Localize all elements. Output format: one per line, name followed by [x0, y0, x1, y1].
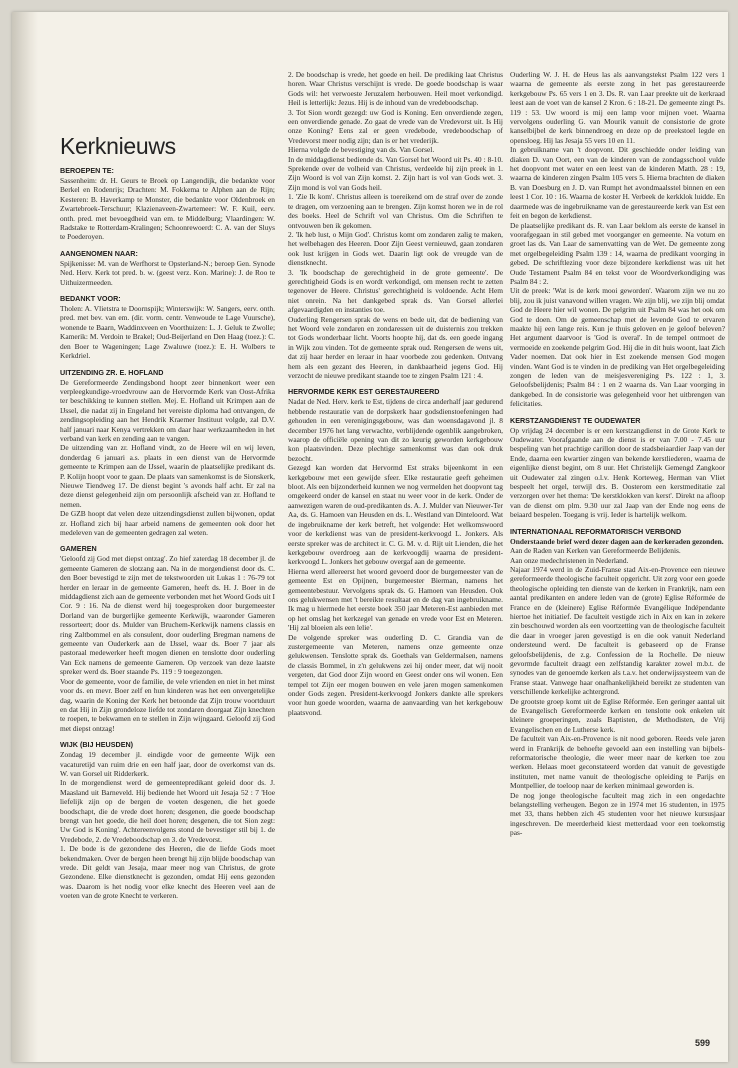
- section-paragraph: In de middagdienst bediende ds. Van Gorsel het Woord uit Ps. 40 : 8-10. Sprekende over de volheid van Christus, verdeelde hij zijn preek in 1. Zijn Woord is vol van Zijn komst. 2. Zijn hart is vol van Gods wet. 3. Zijn mond is vol van Gods heil.: [288, 154, 503, 192]
- section-paragraph: Hierna werd allereerst het woord gevoerd door de burgemeester van de gemeente Est en Opijnen, burgemeester Bierman, namens het gemeentebestuur. Vervolgens sprak ds. G. Hamoen van Heusden. Ook ons gelukwensen met 't bereikte resultaat en de dag van ingebruikname. Ik mag u hiermede het eerste boek 350 jaar Meteren-Est aanbieden met op het omslag het kerkzegel van genade en vrede voor Est en Meteren. 'Hij zal bloeien als een lelie'.: [288, 566, 503, 633]
- section-paragraph: Op vrijdag 24 december is er een kerstzangdienst in de Grote Kerk te Oudewater. Voorafgaande aan de dienst is er van 7.00 - 7.45 uur bespeling van het prachtige carillon door de stadsbeiaardier Jaap van der Ende, daarna een kwartier zingen van bekende kerstliederen, waarna de eigenlijke dienst begint, om 8 uur. Het Christelijk Gemengd Zangkoor uit Oudewater zal zingen o.l.v. Henk Korteweg, Herman van Vliet bespeelt het orgel, terwijl drs. B. Oosterom een kerstmeditatie zal verzorgen over het thema: 'De kerstklokken van kerst'. Direkt na afloop van de dienst om plm. 9.30 uur zal Jaap van der Ende nog eens de beiaard bespelen. Toegang is vrij. Ieder is hartelijk welkom.: [510, 425, 725, 520]
- page-number: 599: [694, 1038, 710, 1048]
- section-paragraph: Sassenheim: dr. H. Geurs te Broek op Langendijk, die bedankte voor Berkel en Rodenrijs; Drachten: M. Fokkema te Alphen aan de Rijn; Kesteren: B. Haverkamp te Monster, die bedankte voor Oldenbroek en Zwartebroek-Terschuur; Klazienaveen-Zwartemeer: W. F. Kuil, eerv. onth. pred. met bevoegdheid van em. te Middelburg; Vlaardingen: W. Radstake te Rotterdam-Kralingen; Schoonrewoerd: C. A. van der Sluys te Poederoyen.: [60, 176, 275, 242]
- section-heading-aangenomen: AANGENOMEN NAAR:: [60, 248, 138, 258]
- section-paragraph: 1. 'Zie Ik kom'. Christus alleen is toereikend om de straf over de zonde te dragen, om verzoening aan te brengen. Zijn komst horen we in de rol des boeks. Heel de Schrift vol van Christus. Om die Schriften te ontvouwen ben ik gekomen.: [288, 192, 503, 230]
- section-paragraph: De nog jonge theologische faculteit mag zich in een ongedachte belangstelling verheugen. Begon ze in 1974 met 16 studenten, in 1975 met 33, thans hebben zich 45 studenten voor het nieuwe kursusjaar ingeschreven. De meerderheid kiest metterdaad voor een toekomstig pas-: [510, 790, 725, 838]
- section-paragraph: In gebruikname van 't doopvont. Dit geschiedde onder leiding van diaken D. van Oort, een van de kinderen van de zondagsschool vulde het doopvont met water en een leest van de kinderen Matth. 28 : 19, waarna de kinderen zingen Psalm 105 vers 5. Hierna brachten de diaken B. van Doesburg en J. D. van Rumpt het avondmaalsstel binnen en een leest 1 Cor. 10 : 16. Waarna de koster H. Verbeek de kerkklok luidde. En daarmede was de ingebruikname van de gerestaureerde kerk van Est een feit en begon de kerkdienst.: [510, 145, 725, 221]
- section-paragraph: 3. Tot Sion wordt gezegd: uw God is Koning. Een onverdiende zegen, een onverdiende genade. Zo gaat de vrede van de Vredevorst uit. Is Hij onze Koning? Eens zal er geen vredebode, vredeboodschap of Vredevorst meer nodig zijn; dan is er het vrederijk.: [288, 107, 503, 145]
- section-paragraph: 2. 'Ik heb lust, o Mijn God'. Christus komt om zondaren zalig te maken, het welbehagen des Heeren. Door Zijn Geest vernieuwd, gaan zondaren ook lust krijgen in Gods wet. Daarin ligt ook de vreugde van de dienstknecht.: [288, 229, 503, 268]
- section-heading-oudewater: KERSTZANGDIENST TE OUDEWATER: [510, 415, 641, 425]
- section-paragraph: Ouderling Rengersen sprak de wens en bede uit, dat de bediening van het Woord vele zondaren en zondaressen uit de duisternis zou trekken tot Gods wonderbaar licht. Voorts hoopte hij, dat ds. een goede ingang in Wijk zou vinden. Tot de gemeente sprak oud. Rengersen de wens uit, dat zij haar herder en leraar in haar voorbede zou gedenken. Ontvang hem als een gezant des Heeren, in dankbaarheid jegens God. Hij verzocht de nieuwe predikant staande toe te zingen Psalm 121 : 4.: [288, 314, 503, 380]
- section-heading-wijk: WIJK (BIJ HEUSDEN): [60, 740, 134, 750]
- section-paragraph: 'Geloofd zij God met diepst ontzag'. Zo hief zaterdag 18 december jl. de gemeente Gameren de slotzang aan. Na in de morgendienst door ds. C. den Boer bevestigd te zijn met de tekstwoorden uit Lukas 1 : 76-79 tot herder en leraar in de gemeente Gameren, heeft ds. H. J. Boer in de middagdienst zich aan de gemeente verbonden met het Woord Gods uit I Cor. 9 : 16. Na de dienst werd hij toegesproken door burgemeester Dorland van de burgerlijke gemeente Kerkwijk, waaronder Gameren ressorteert; door ds. Mulder van Bruchem-Kerkwijk namens classis en ring Zaltbommel en als consulent, door ouderling Bregman namens de gemeente van Ouderkerk aan de IJssel, waar ds. Boer 7 jaar als pastoraal medewerker heeft mogen dienen en tenslotte door ouderling Van Eck namens de gemeente Gameren. Op verzoek van deze laatste spreker werd ds. Boer staande Ps. 119 : 9 toegezongen.: [60, 554, 275, 677]
- section-paragraph: De plaatselijke predikant ds. R. van Laar beklom als eerste de kansel in voorafgegaan in stil gebed met voorganger en gemeente. Na votum en groet las ds. Van Laar de samenvatting van de Wet. De gemeente zong met orgelbegeleiding Psalm 139 : 14, waarna de predikant voorging in gebed. De schriftlezing voor deze bijzondere kerkdienst was uit het Oude Testament Psalm 84 en tekst voor de Woordverkondiging was Psalm 84 : 2.: [510, 220, 725, 286]
- section-paragraph: Gezegd kan worden dat Hervormd Est straks bijeenkomt in een kerkgebouw met een gewijde sfeer. Elke restauratie geeft geheimen bloot. Als een bijzonderheid kunnen we nog vermelden het doopvont tag omgekeerd onder de kansel en staat nu weer voor in de kerk. Onder de aanwezigen waren de oud-predikanten ds. A. J. Mulder van Nieuwer-Ter Aa, ds. G. Hamoen van Heusden en ds. L. Westland van Dinteloord. Wat de ingebruikname der kerk betreft, het volgende: Het welkomswoord voor de kerkdienst was van de president-kerkvoogd L. Jonkers. Als eerste spreker was de architect ir. C. G. M. v. d. Rijt uit Lienden, die het kerkgebouw overdroeg aan de kerkvoogdij waarna de president-kerkvoogd L. Jonkers het gebouw overgaf aan de gemeente.: [288, 463, 503, 567]
- section-paragraph: Uit de preek: 'Wat is de kerk mooi geworden'. Waarom zijn we nu zo blij, zou ik juist vanavond willen vragen. We zijn blij, we zijn blij omdat God de Heere hier wil wonen. De pelgrim uit Psalm 84 was het ook om God te doen. Om de gemeenschap met de levende God te ervaren maakte hij een lange reis. Kun je thuis geloven en je geloof beleven? Het argument daarvoor is 'God is overal'. In de tempel ontmoet de vermoeide en zoekende pelgrim God. Hij die in dit huis woont, laat Zich Vader noemen. Dat ook hier in Est zoekende mensen God mogen vinden. Want God is te vinden in de prediking van Het orgelbegeleiding zongen de leden van de meisjesvereniging Ps. 122 : 1, 3. Geloofsbelijdenis; Psalm 84 : 1 en 2 waarna ds. Van Laar voorging in dankgebed. In de consistorie was gelegenheid voor het uitbrengen van felicitaties.: [510, 286, 725, 409]
- section-paragraph: Zondag 19 december jl. eindigde voor de gemeente Wijk een vacaturetijd van ruim drie en een half jaar, door de overkomst van ds. W. van Gorsel uit Ridderkerk.: [60, 750, 275, 778]
- section-paragraph: Aan de Raden van Kerken van Gereformeerde Belijdenis.: [510, 546, 681, 556]
- column-3: [510, 70, 725, 1050]
- section-paragraph: De uitzending van zr. Hofland vindt, zo de Heere wil en wij leven, donderdag 6 januari a.s. plaats in een dienst van de Hervormde gemeente te Krimpen aan de IJssel, waarin de plaatselijke predikant ds. P. Kolijn hoopt voor te gaan. De plaats van samenkomst is de Sionskerk, Nieuwe Tiendweg 17. De dienst begint 's avonds half acht. Er zal na deze dienst gelegenheid zijn om persoonlijk afscheid van zr. Hofland te nemen.: [60, 443, 275, 509]
- section-paragraph: Voor de gemeente, voor de familie, de vele vrienden en niet in het minst voor ds. en mevr. Boer zelf en hun kinderen was het een onvergetelijke dag, waarin de Koning der Kerk het betoonde dat Zijn trouw voortduurt en dat Hij in Zijn grondeloze liefde tot zondaren doorgaat Zijn knechten te roepen, te bekwamen en te stellen in Zijn wijngaard. Geloofd zij God met diepst ontzag!: [60, 676, 275, 733]
- section-paragraph: De volgende spreker was ouderling D. C. Grandia van de zustergemeente van Meteren, namens onze gemeente onze gelukwensen. Tenslotte sprak ds. Goethals van Geldermalsen, namens de classis Bommel, in z'n gelukwens zei hij onder meer, dat wij nooit vergeten, dat God door Zijn woord en Geest onder ons wil wonen. Een tempel tot Zijn eer mogen bouwen en vele jaren mogen samenkomen onder Gods zegen. President-kerkvoogd Jonkers dankte alle sprekers voor hun goede woorden, waarna de aanvaarding van het kerkgebouw plaatsvond.: [288, 632, 503, 717]
- section-heading-uitzending: UITZENDING ZR. E. HOFLAND: [60, 367, 164, 377]
- section-heading-beroepen: BEROEPEN TE:: [60, 166, 114, 175]
- section-paragraph: Spijkenisse: M. van de Werfhorst te Opsterland-N.; beroep Gen. Synode Ned. Herv. Kerk tot pred. b. w. (geest verz. Kon. Marine): J. de Roo te Uithuizermeeden.: [60, 258, 275, 287]
- section-heading-est: HERVORMDE KERK EST GERESTAUREERD: [288, 387, 440, 397]
- section-paragraph: Nadat de Ned. Herv. kerk te Est, tijdens de circa anderhalf jaar gedurend hebbende restauratie van de dorpskerk haar godsdienstoefeningen had gehouden in een verenigingsgebouw, was dan woensdagavond jl. 8 december 1976 het lang verwachte, verblijdende ogenblik aangebroken, waarop de officiële opening van dit zo keurig geworden kerkgebouw kon plaatsvinden. Deze plechtige samenkomst was dan ook druk bezocht.: [288, 397, 503, 463]
- section-paragraph: Hierna volgde de bevestiging van ds. Van Gorsel.: [288, 145, 435, 155]
- page-title: Kerknieuws: [60, 133, 176, 159]
- section-paragraph: In de morgendienst werd de gemeentepredikant geleid door ds. J. Maasland uit Barneveld. Hij bediende het Woord uit Jesaja 52 : 7 'Hoe liefelijk zijn op de bergen de voeten desgenen, die het goede boodschapt, die de vrede doet horen; desgenen, die goede boodschap brengt van het goede, die heil doet horen; desgenen, die tot Sion zegt: Uw God is Koning'. Achtereenvolgens stond de bevestiger stil bij 1. de Vredebode, 2. de Vredeboodschap en 3. de Vredevorst.: [60, 778, 275, 844]
- section-paragraph: De GZB hoopt dat velen deze uitzendingsdienst zullen bijwonen, opdat zr. Hofland zich bij haar arbeid namens de gemeenten ook door het medeleven van de gemeenten gedragen zal weten.: [60, 509, 275, 537]
- section-heading-gameren: GAMEREN: [60, 544, 97, 554]
- section-lead: Onderstaande brief werd dezer dagen aan de kerkeraden gezonden.: [510, 536, 724, 546]
- page-spine-shadow: [12, 12, 38, 1062]
- section-paragraph: 1. De bode is de gezondene des Heeren, die de liefde Gods moet bekendmaken. Over de bergen heen brengt hij zijn blijde boodschap van vrede. Dit geldt van Jesaja, maar meer nog van Christus, de grote Gezondene. Elke dienstknecht is gezonden, omdat Hij eens gezonden was. Daarom is het nodig voor elke knecht des Heeren veel aan de voeten van de grote Knecht te verkeren.: [60, 844, 275, 901]
- section-paragraph: De Gereformeerde Zendingsbond hoopt zeer binnenkort weer een verpleegkundige-vroedvrouw aan de Hervormde Kerk van Oost-Afrika ter beschikking te kunnen stellen. Mej. E. Hofland uit Krimpen aan de IJssel, die nadat zij in Engeland het vereiste diploma had ontvangen, de zendingsopleiding aan het Hendrik Kraemer Instituut volgde, zal D.V. half januari naar Kenya vertrekken om daar haar werkzaamheden in het verband van kerk en zending aan te vangen.: [60, 377, 275, 443]
- column-1: [60, 70, 275, 1050]
- section-paragraph: Tholen: A. Vlietstra te Doornspijk; Winterswijk: W. Sangers, eerv. onth. pred. met bev. van em. (dir. vorm. centr. Venwoude te Lage Vuursche), wonende te Baarn, Waddinxveen en Voorthuizen: L. J. Geluk te Zwolle; Kamerik: M. Verdoin te Brakel; Oud-Beijerland en Den Haag (toez.): C. den Boer te Wageningen; Lage Zwaluwe (toez.): E. H. Wolbers te Kerkdriel.: [60, 304, 275, 361]
- section-paragraph: Ouderling W. J. H. de Heus las als aanvangstekst Psalm 122 vers 1 waarna de gemeente als eerste zong in het pas gerestaureerde kerkgebouw Ps. 65 vers 1 en 3. Ds. R. van Laar preekte uit de kerkraad leest aan de voet van de kansel 2 Kron. 6 : 18-21. De gemeente zingt Ps. 119 : 53. Uw woord is mij een lamp voor mijnen voet. Waarna vervolgens ouderling G. van Mourik vanuit de consistorie de grote kanselbijbel de kerk binnendroeg en deze op de preekstoel legde en opensloeg. Hij las Jesaja 55 vers 10 en 11.: [510, 70, 725, 145]
- section-heading-bedankt: BEDANKT VOOR:: [60, 294, 121, 304]
- section-paragraph: De grootste groep komt uit de Eglise Réformée. Een geringer aantal uit de Evangelisch Gereformeerde kerken en tenslotte ook enkelen uit kleinere groeperingen, zoals Baptisten, de Methodisten, de Vrij Evangelischen en de Lutherse kerk.: [510, 696, 725, 734]
- section-paragraph: Aan onze medechristenen in Nederland.: [510, 555, 629, 565]
- section-paragraph: 2. De boodschap is vrede, het goede en heil. De prediking laat Christus horen. Waar Christus verschijnt is vrede. De goede boodschap is waar Gods wil: het verwoeste Jeruzalem herbouwen. Heil moet verkondigd. Heil is letterlijk: Jezus. Hij is de inhoud van de vredeboodschap.: [288, 70, 503, 108]
- section-paragraph: 3. 'Ik boodschap de gerechtigheid in de grote gemeente'. De gerechtigheid Gods is en wordt verkondigd, om mensen recht te zetten tegenover de Heere. Christus' gerechtigheid is voldoende. Acht Hem niet onrein. Na het dankgebed sprak ds. Van Gorsel allerlei afgevaardigden en instanties toe.: [288, 267, 503, 315]
- section-heading-reformatorisch-verbond: INTERNATIONAAL REFORMATORISCH VERBOND: [510, 526, 682, 536]
- section-paragraph: De faculteit van Aix-en-Provence is nit nood geboren. Reeds vele jaren werd in Frankrijk de behoefte gevoeld aan een instelling van bijbels-reformatorische theologie, die weer meer naar de kerken toe zou werken. Helaas moet geconstateerd worden dat vanuit de gevestigde instituten, met name vanuit de theologische opleiding te Parijs en Montpellier, de toeloop naar de kerken minimaal geworden is.: [510, 734, 725, 791]
- section-paragraph: Najaar 1974 werd in de Zuid-Franse stad Aix-en-Provence een nieuwe gereformeerde theologische faculteit opgericht. Uit zorg voor een goede theologische opleiding ten dienste van de kerken in Frankrijk, nam een aantal predikanten en andere leden van de (grote) Eglise Réformée de France en de (kleinere) Eglise Réformée Evangélique Indépendante hiertoe het initiatief. De faculteit vestigde zich in Aix en kan in zekere zin beschouwd worden als een voortzetting van de theologische faculteit die daar in vroeger jaren gevestigd is en die ook vanuit Nederland ondersteund werd. De faculteit is gebaseerd op de Franse geloofsbelijdenis, de z.g. Confession de la Rochelle. De nieuw gevormde faculteit draagt een zelfstandig karakter zowel m.b.t. de synodes van de genoemde kerken als t.a.v. het onderwijssysteem van de Franse staat. Vanwege haar onafhankelijkheid bereikt ze studenten van verschillende kerkelijke achtergrond.: [510, 564, 725, 697]
- column-2: [288, 70, 503, 1050]
- magazine-page: [12, 12, 728, 1062]
